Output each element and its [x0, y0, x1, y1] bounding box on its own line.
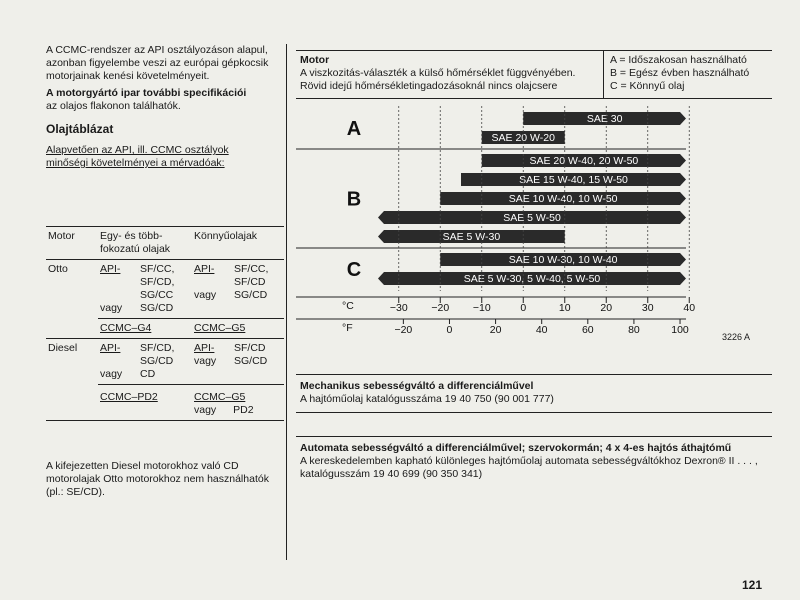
group-label-C: C: [346, 259, 362, 281]
tick-c-label-0: −30: [389, 302, 408, 314]
legend-b: B = Egész évben használható: [610, 67, 750, 79]
otto-api-light: [192, 260, 284, 319]
oil-table: [46, 226, 284, 421]
diesel-ccmc-light-vagy: vagy: [194, 404, 217, 416]
diesel-multi-3: CD: [140, 368, 156, 380]
otto-multi-2: SF/CD,: [140, 276, 175, 288]
otto-ccmc-light: [192, 319, 284, 339]
otto-light-2: SF/CD: [234, 276, 266, 288]
axis-c-label: °C: [342, 300, 354, 312]
tick-c-label-2: −10: [472, 302, 491, 314]
axis-f-label: °F: [342, 322, 353, 334]
otto-multi-4: SG/CD: [140, 302, 174, 314]
header-multigrade: Egy- és több-fokozatú olajak: [98, 227, 192, 260]
tick-c-label-4: 10: [558, 302, 571, 314]
diesel-ccmc-light: [192, 385, 284, 421]
left-column-rule: [286, 44, 287, 560]
diesel-light-vagy: vagy: [194, 355, 217, 367]
manual-top-rule: [296, 374, 772, 375]
legend-block: [610, 54, 774, 93]
viscosity-chart: [296, 100, 776, 352]
otto-motor: Otto: [46, 260, 98, 319]
bar-label-B-1: SAE 15 W-40, 15 W-50: [519, 174, 628, 186]
diesel-footer-note: A kifejezetten Diesel motorokhoz való CD motorolajak Otto motorokhoz nem használhatók (pl.: SE/CD).: [46, 460, 269, 498]
diesel-ccmc-multi: [98, 385, 192, 421]
bar-label-A-0: SAE 30: [586, 113, 623, 125]
bar-label-B-0: SAE 20 W-40, 20 W-50: [529, 155, 639, 167]
diesel-light-api-label: API-: [194, 342, 215, 354]
tick-c-label-3: 0: [520, 302, 527, 314]
otto-ccmc-light-text: CCMC–G5: [194, 322, 246, 334]
manual-text: A hajtóműolaj katalógusszáma 19 40 750 (90 001 777): [300, 393, 554, 405]
diesel-multi-vagy: vagy: [100, 368, 123, 380]
tick-c-label-1: −20: [431, 302, 450, 314]
bar-label-A-1: SAE 20 W-20: [491, 132, 555, 144]
diesel-motor: Diesel: [46, 339, 98, 385]
auto-top-rule: [296, 436, 772, 437]
diesel-api-multi: [98, 339, 192, 385]
group-label-B: B: [346, 188, 362, 211]
diesel-ccmc-light-pd2: PD2: [233, 404, 254, 416]
otto-api-multi: [98, 260, 192, 319]
otto-multi-3: SG/CC: [140, 289, 174, 301]
otto-light-api-label: API-: [194, 263, 215, 275]
manual-block: [300, 380, 770, 406]
diesel-ccmc-multi-text: CCMC–PD2: [100, 391, 158, 403]
tick-c-label-5: 20: [600, 302, 613, 314]
producer-spec-bold: A motorgyártó ipar további specifikációi: [46, 87, 247, 99]
group-label-A: A: [346, 118, 362, 140]
chart-top-rule: [296, 50, 772, 51]
diesel-api-label: API-: [100, 342, 121, 354]
header-motor: Motor: [46, 227, 98, 260]
bar-label-C-0: SAE 10 W-30, 10 W-40: [508, 254, 618, 266]
bar-label-B-2: SAE 10 W-40, 10 W-50: [508, 193, 618, 205]
left-column: [46, 44, 282, 170]
manual-bottom-rule: [296, 412, 772, 413]
intro-paragraph: A CCMC-rendszer az API osztályozáson alapul, azonban figyelembe veszi az európai gépkocsik motorjainak kenési követelményeit.: [46, 44, 269, 82]
motor-block: [300, 54, 600, 93]
legend-c: C = Könnyű olaj: [610, 80, 685, 92]
motor-title: Motor: [300, 54, 330, 66]
otto-api-label: API-: [100, 263, 121, 275]
producer-spec-paragraph: [46, 87, 282, 113]
bar-label-B-3: SAE 5 W-50: [503, 212, 561, 224]
otto-multi-vagy: vagy: [100, 302, 123, 314]
header-light: Könnyűolajak: [192, 227, 284, 260]
bar-label-B-4: SAE 5 W-30: [442, 231, 501, 243]
otto-ccmc-multi-text: CCMC–G4: [100, 322, 152, 334]
diesel-ccmc-light-text: CCMC–G5: [194, 391, 246, 403]
diesel-light-2: SG/CD: [234, 355, 268, 367]
otto-ccmc-multi: [98, 319, 192, 339]
tick-f-label-1: 0: [446, 324, 453, 336]
tick-f-label-0: −20: [394, 324, 413, 336]
tick-c-label-6: 30: [641, 302, 654, 314]
tick-f-label-3: 40: [535, 324, 548, 336]
oil-table-subheading: Alapvetően az API, ill. CCMC osztályok minőségi követelményei a mérvadóak:: [46, 144, 229, 169]
otto-light-1: SF/CC,: [234, 263, 269, 275]
motor-text: A viszkozitás-választék a külső hőmérséklet függvényében. Rövid idejű hőmérsékletingadozásoknál nincs olajcsere: [300, 67, 576, 92]
legend-a: A = Időszakosan használható: [610, 54, 747, 66]
auto-block: [300, 442, 770, 481]
diesel-multi-2: SG/CD: [140, 355, 174, 367]
chart-header-rule: [296, 98, 772, 99]
tick-c-label-7: 40: [683, 302, 696, 314]
bar-label-C-1: SAE 5 W-30, 5 W-40, 5 W-50: [463, 273, 601, 285]
diesel-multi-1: SF/CD,: [140, 342, 175, 354]
oil-table-heading: Olajtáblázat: [46, 122, 114, 136]
figure-id: 3226 A: [722, 332, 751, 342]
auto-title: Automata sebességváltó a differenciálművel; szervokormán; 4 x 4-es hajtós áthajtómű: [300, 442, 732, 454]
page-number: 121: [742, 578, 763, 592]
otto-light-vagy: vagy: [194, 289, 217, 301]
producer-spec-rest: az olajos flakonon találhatók.: [46, 100, 181, 112]
tick-f-label-4: 60: [581, 324, 594, 336]
chart-box-right-rule: [603, 50, 604, 98]
tick-f-label-5: 80: [628, 324, 640, 336]
otto-light-3: SG/CD: [234, 289, 268, 301]
manual-title: Mechanikus sebességváltó a differenciálművel: [300, 380, 534, 392]
diesel-light-1: SF/CD: [234, 342, 266, 354]
auto-text: A kereskedelemben kapható különleges hajtóműolaj automata sebességváltókhoz Dexron® II . . . , katalógusszám 19 40 699 (90 350 341): [300, 455, 758, 480]
otto-multi-1: SF/CC,: [140, 263, 175, 275]
tick-f-label-6: 100: [671, 324, 689, 336]
tick-f-label-2: 20: [489, 324, 502, 336]
diesel-api-light: [192, 339, 284, 385]
